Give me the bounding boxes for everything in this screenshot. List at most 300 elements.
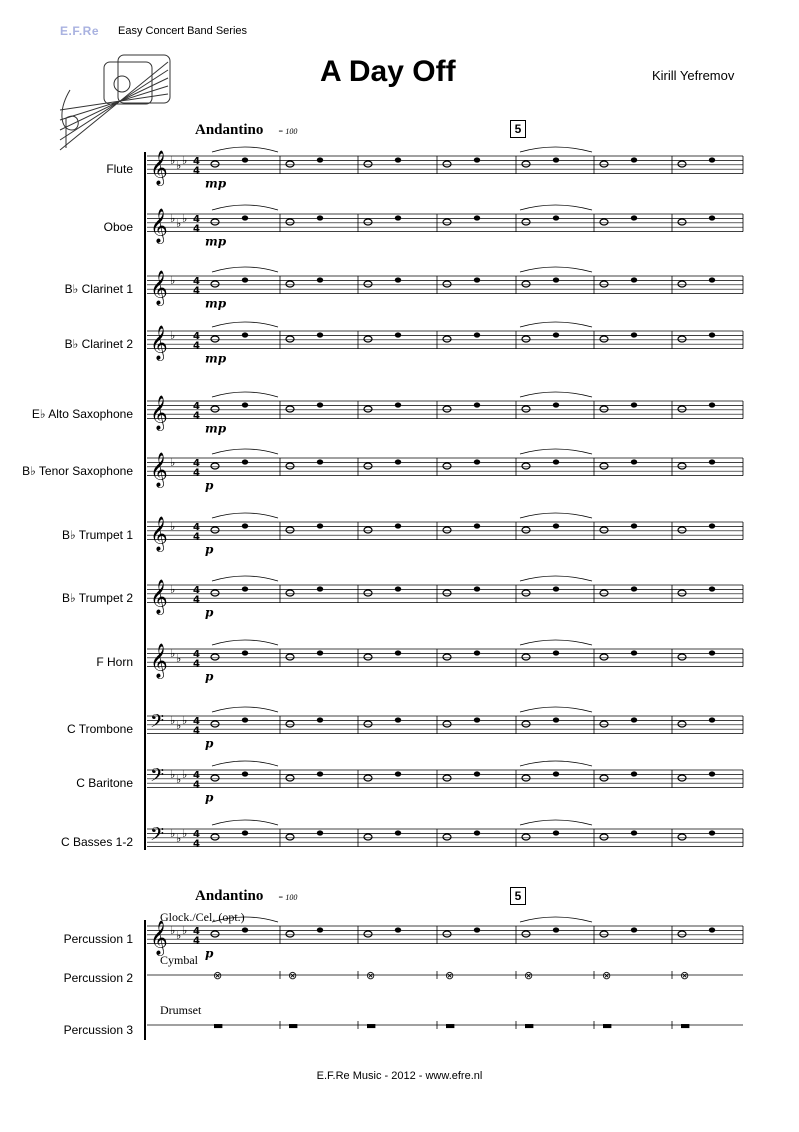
note-head [443,527,451,533]
time-signature: 4 [193,276,200,287]
time-signature: 4 [193,585,200,596]
note-head [522,336,530,342]
note-head [211,463,219,469]
note-head [395,650,401,655]
instrument-label-oboe: Oboe [103,220,133,234]
note-head [522,931,530,937]
flat-icon: ♭ [170,329,176,342]
dynamic-marking: p [205,478,214,493]
rest-icon: ▬ [366,1019,377,1032]
instrument-label-basses: C Basses 1-2 [60,835,133,849]
instrument-label-clarinet-1: B♭ Clarinet 1 [64,282,133,296]
slur [520,147,592,152]
time-signature: 4 [193,716,200,727]
rest-icon: ▬ [524,1019,535,1032]
flat-icon: ♭ [176,773,182,786]
note-head [522,219,530,225]
note-head [553,157,559,162]
note-head [600,281,608,287]
note-head [395,927,401,932]
perc-label-glock: Glock./Cel. (opt.) [160,910,245,924]
note-head [395,459,401,464]
note-head [211,590,219,596]
note-head [443,161,451,167]
slur [520,205,592,210]
note-head [474,332,480,337]
time-signature: 4 [193,658,200,670]
note-head [553,927,559,932]
dynamic-marking: p [205,736,214,751]
note-head [317,586,323,591]
note-head [364,406,372,412]
dynamic-marking: p [205,542,214,557]
cymbal-note-icon: ⊗ [680,969,690,982]
composer-name: Kirill Yefremov [652,68,735,83]
note-head [678,406,686,412]
note-head [553,332,559,337]
note-head [242,586,248,591]
slur [520,392,592,397]
time-signature: 4 [193,156,200,167]
rest-icon: ▬ [213,1019,224,1032]
flat-icon: ♭ [170,212,176,225]
tempo-marking-top: Andantino [195,122,264,138]
flat-icon: ♭ [182,924,188,937]
note-head [631,650,637,655]
note-head [709,717,715,722]
note-head [443,834,451,840]
note-head [211,775,219,781]
note-head [395,586,401,591]
note-head [553,586,559,591]
cymbal-note-icon: ⊗ [213,969,223,982]
cymbal-note-icon: ⊗ [602,969,612,982]
instrument-label-horn: F Horn [96,655,133,669]
note-head [364,931,372,937]
note-head [211,219,219,225]
note-head [600,834,608,840]
slur [520,820,592,825]
note-head [286,161,294,167]
cymbal-note-icon: ⊗ [524,969,534,982]
note-head [474,523,480,528]
time-signature: 4 [193,770,200,781]
note-head [211,161,219,167]
note-head [364,336,372,342]
instrument-label-percussion-3: Percussion 3 [63,1023,133,1037]
flat-icon: ♭ [176,217,182,230]
rehearsal-mark-percussion: 5 [510,887,526,905]
note-head [631,523,637,528]
time-signature: 4 [193,458,200,469]
instrument-label-trumpet-2: B♭ Trumpet 2 [61,591,133,605]
dynamic-marking: mp [205,351,227,366]
note-head [678,721,686,727]
note-head [317,332,323,337]
note-head [709,523,715,528]
note-head [286,406,294,412]
note-head [286,931,294,937]
note-head [631,215,637,220]
time-signature: 4 [193,165,200,177]
flat-icon: ♭ [170,583,176,596]
time-signature: 4 [193,829,200,840]
note-head [631,277,637,282]
note-head [364,590,372,596]
note-head [678,654,686,660]
note-head [317,927,323,932]
treble-clef-icon: 𝄞 [150,920,168,956]
note-head [317,523,323,528]
slur [520,917,592,922]
note-head [364,527,372,533]
note-head [522,834,530,840]
note-head [317,215,323,220]
note-head [286,721,294,727]
note-head [522,161,530,167]
note-head [364,775,372,781]
note-head [395,332,401,337]
treble-clef-icon: 𝄞 [150,452,168,488]
note-head [395,830,401,835]
dynamic-marking: mp [205,176,227,191]
note-head [709,402,715,407]
note-head [522,281,530,287]
note-head [631,830,637,835]
note-head [522,775,530,781]
slur [212,267,278,272]
note-head [211,721,219,727]
instrument-label-trombone: C Trombone [66,722,133,736]
time-signature: 4 [193,331,200,342]
slur [212,761,278,766]
note-head [474,402,480,407]
flat-icon: ♭ [176,832,182,845]
slur [520,322,592,327]
time-signature: 4 [193,725,200,737]
note-head [443,463,451,469]
time-signature: 4 [193,649,200,660]
note-head [242,459,248,464]
treble-clef-icon: 𝄞 [150,643,168,679]
flat-icon: ♭ [176,719,182,732]
flat-icon: ♭ [170,154,176,167]
slur [212,147,278,152]
note-head [522,721,530,727]
note-head [242,332,248,337]
note-head [317,830,323,835]
score-title: A Day Off [320,55,456,88]
metronome-percussion: = 100 [278,893,298,902]
slur [212,392,278,397]
flat-icon: ♭ [170,520,176,533]
time-signature: 4 [193,223,200,235]
dynamic-marking: mp [205,234,227,249]
slur [212,640,278,645]
flat-icon: ♭ [170,924,176,937]
note-head [474,215,480,220]
instrument-label-alto-sax: E♭ Alto Saxophone [31,407,133,421]
note-head [553,402,559,407]
bass-clef-icon: 𝄢 [150,765,165,791]
note-head [242,215,248,220]
note-head [631,927,637,932]
note-head [522,654,530,660]
note-head [678,590,686,596]
rehearsal-mark-top: 5 [510,120,526,138]
note-head [395,277,401,282]
note-head [522,590,530,596]
instrument-label-tenor-sax: B♭ Tenor Saxophone [22,464,133,478]
rest-icon: ▬ [445,1019,456,1032]
note-head [286,527,294,533]
note-head [443,281,451,287]
note-head [242,277,248,282]
note-head [286,834,294,840]
note-head [474,927,480,932]
tempo-marking-percussion: Andantino [195,888,264,904]
note-head [709,459,715,464]
note-head [443,931,451,937]
instrument-label-clarinet-2: B♭ Clarinet 2 [64,337,133,351]
note-head [286,336,294,342]
treble-clef-icon: 𝄞 [150,395,168,431]
time-signature: 4 [193,410,200,422]
dynamic-marking: p [205,790,214,805]
note-head [286,590,294,596]
note-head [364,281,372,287]
flat-icon: ♭ [182,714,188,727]
note-head [678,463,686,469]
flat-icon: ♭ [182,827,188,840]
note-head [474,586,480,591]
note-head [631,586,637,591]
note-head [709,927,715,932]
note-head [553,215,559,220]
note-head [364,161,372,167]
note-head [317,157,323,162]
note-head [678,775,686,781]
flat-icon: ♭ [170,274,176,287]
time-signature: 4 [193,214,200,225]
note-head [600,721,608,727]
note-head [553,277,559,282]
time-signature: 4 [193,522,200,533]
note-head [242,771,248,776]
cymbal-note-icon: ⊗ [288,969,298,982]
note-head [631,332,637,337]
note-head [600,406,608,412]
dynamic-marking: p [205,605,214,620]
time-signature: 4 [193,467,200,479]
note-head [600,775,608,781]
note-head [317,717,323,722]
note-head [631,459,637,464]
flat-icon: ♭ [170,647,176,660]
note-head [709,215,715,220]
flat-icon: ♭ [170,456,176,469]
note-head [317,459,323,464]
time-signature: 4 [193,401,200,412]
dynamic-marking: p [205,669,214,684]
note-head [631,717,637,722]
note-head [395,157,401,162]
flat-icon: ♭ [176,159,182,172]
note-head [678,834,686,840]
note-head [600,654,608,660]
time-signature: 4 [193,779,200,791]
note-head [286,281,294,287]
note-head [522,527,530,533]
note-head [286,654,294,660]
slur [212,449,278,454]
note-head [474,771,480,776]
slur [520,267,592,272]
metronome-top: = 100 [278,127,298,136]
time-signature: 4 [193,340,200,352]
perc-label-cymbal: Cymbal [160,953,198,967]
note-head [678,219,686,225]
instrument-label-flute: Flute [106,162,133,176]
perc-label-drumset: Drumset [160,1003,202,1017]
note-head [553,717,559,722]
flat-icon: ♭ [176,652,182,665]
page-footer: E.F.Re Music - 2012 - www.efre.nl [316,1070,483,1082]
rest-icon: ▬ [288,1019,299,1032]
note-head [474,830,480,835]
note-head [474,650,480,655]
treble-clef-icon: 𝄞 [150,579,168,615]
treble-clef-icon: 𝄞 [150,150,168,186]
note-head [443,219,451,225]
note-head [600,219,608,225]
note-head [678,281,686,287]
note-head [317,771,323,776]
instrument-label-percussion-2: Percussion 2 [63,971,133,985]
note-head [474,717,480,722]
note-head [474,459,480,464]
note-head [364,463,372,469]
note-head [242,402,248,407]
note-head [709,586,715,591]
note-head [286,463,294,469]
note-head [631,771,637,776]
note-head [395,717,401,722]
note-head [553,830,559,835]
note-head [395,771,401,776]
slur [520,707,592,712]
note-head [286,219,294,225]
time-signature: 4 [193,594,200,606]
note-head [242,650,248,655]
flat-icon: ♭ [182,768,188,781]
instrument-label-baritone: C Baritone [76,776,133,790]
note-head [317,650,323,655]
rest-icon: ▬ [680,1019,691,1032]
note-head [553,523,559,528]
note-head [317,402,323,407]
flat-icon: ♭ [182,154,188,167]
slur [212,205,278,210]
slur [212,707,278,712]
note-head [364,721,372,727]
note-head [553,650,559,655]
time-signature: 4 [193,935,200,947]
note-head [678,336,686,342]
note-head [211,654,219,660]
treble-clef-icon: 𝄞 [150,208,168,244]
note-head [211,834,219,840]
note-head [443,654,451,660]
slur [520,449,592,454]
bass-clef-icon: 𝄢 [150,824,165,850]
note-head [600,931,608,937]
note-head [317,277,323,282]
slur [212,820,278,825]
note-head [211,281,219,287]
note-head [242,157,248,162]
note-head [242,830,248,835]
note-head [395,215,401,220]
time-signature: 4 [193,926,200,937]
note-head [522,406,530,412]
slur [520,640,592,645]
brand-logo-text: E.F.Re [60,24,100,38]
note-head [631,157,637,162]
rest-icon: ▬ [602,1019,613,1032]
note-head [631,402,637,407]
series-name: Easy Concert Band Series [118,25,248,37]
note-head [211,406,219,412]
treble-clef-icon: 𝄞 [150,270,168,306]
note-head [474,157,480,162]
note-head [709,277,715,282]
flat-icon: ♭ [182,212,188,225]
note-head [522,463,530,469]
dynamic-marking: p [205,946,214,961]
note-head [443,775,451,781]
note-head [242,927,248,932]
time-signature: 4 [193,531,200,543]
note-head [474,277,480,282]
note-head [678,161,686,167]
note-head [600,336,608,342]
note-head [709,157,715,162]
cymbal-note-icon: ⊗ [366,969,376,982]
slur [520,761,592,766]
note-head [211,336,219,342]
note-head [443,721,451,727]
note-head [600,463,608,469]
slur [212,513,278,518]
instrument-label-trumpet-1: B♭ Trumpet 1 [61,528,133,542]
slur [520,513,592,518]
flat-icon: ♭ [170,768,176,781]
note-head [443,336,451,342]
note-head [600,590,608,596]
dynamic-marking: mp [205,421,227,436]
treble-clef-icon: 𝄞 [150,516,168,552]
bass-clef-icon: 𝄢 [150,711,165,737]
flat-icon: ♭ [170,827,176,840]
note-head [364,219,372,225]
flat-icon: ♭ [170,714,176,727]
note-head [709,771,715,776]
note-head [395,523,401,528]
note-head [600,527,608,533]
note-head [364,654,372,660]
note-head [443,590,451,596]
